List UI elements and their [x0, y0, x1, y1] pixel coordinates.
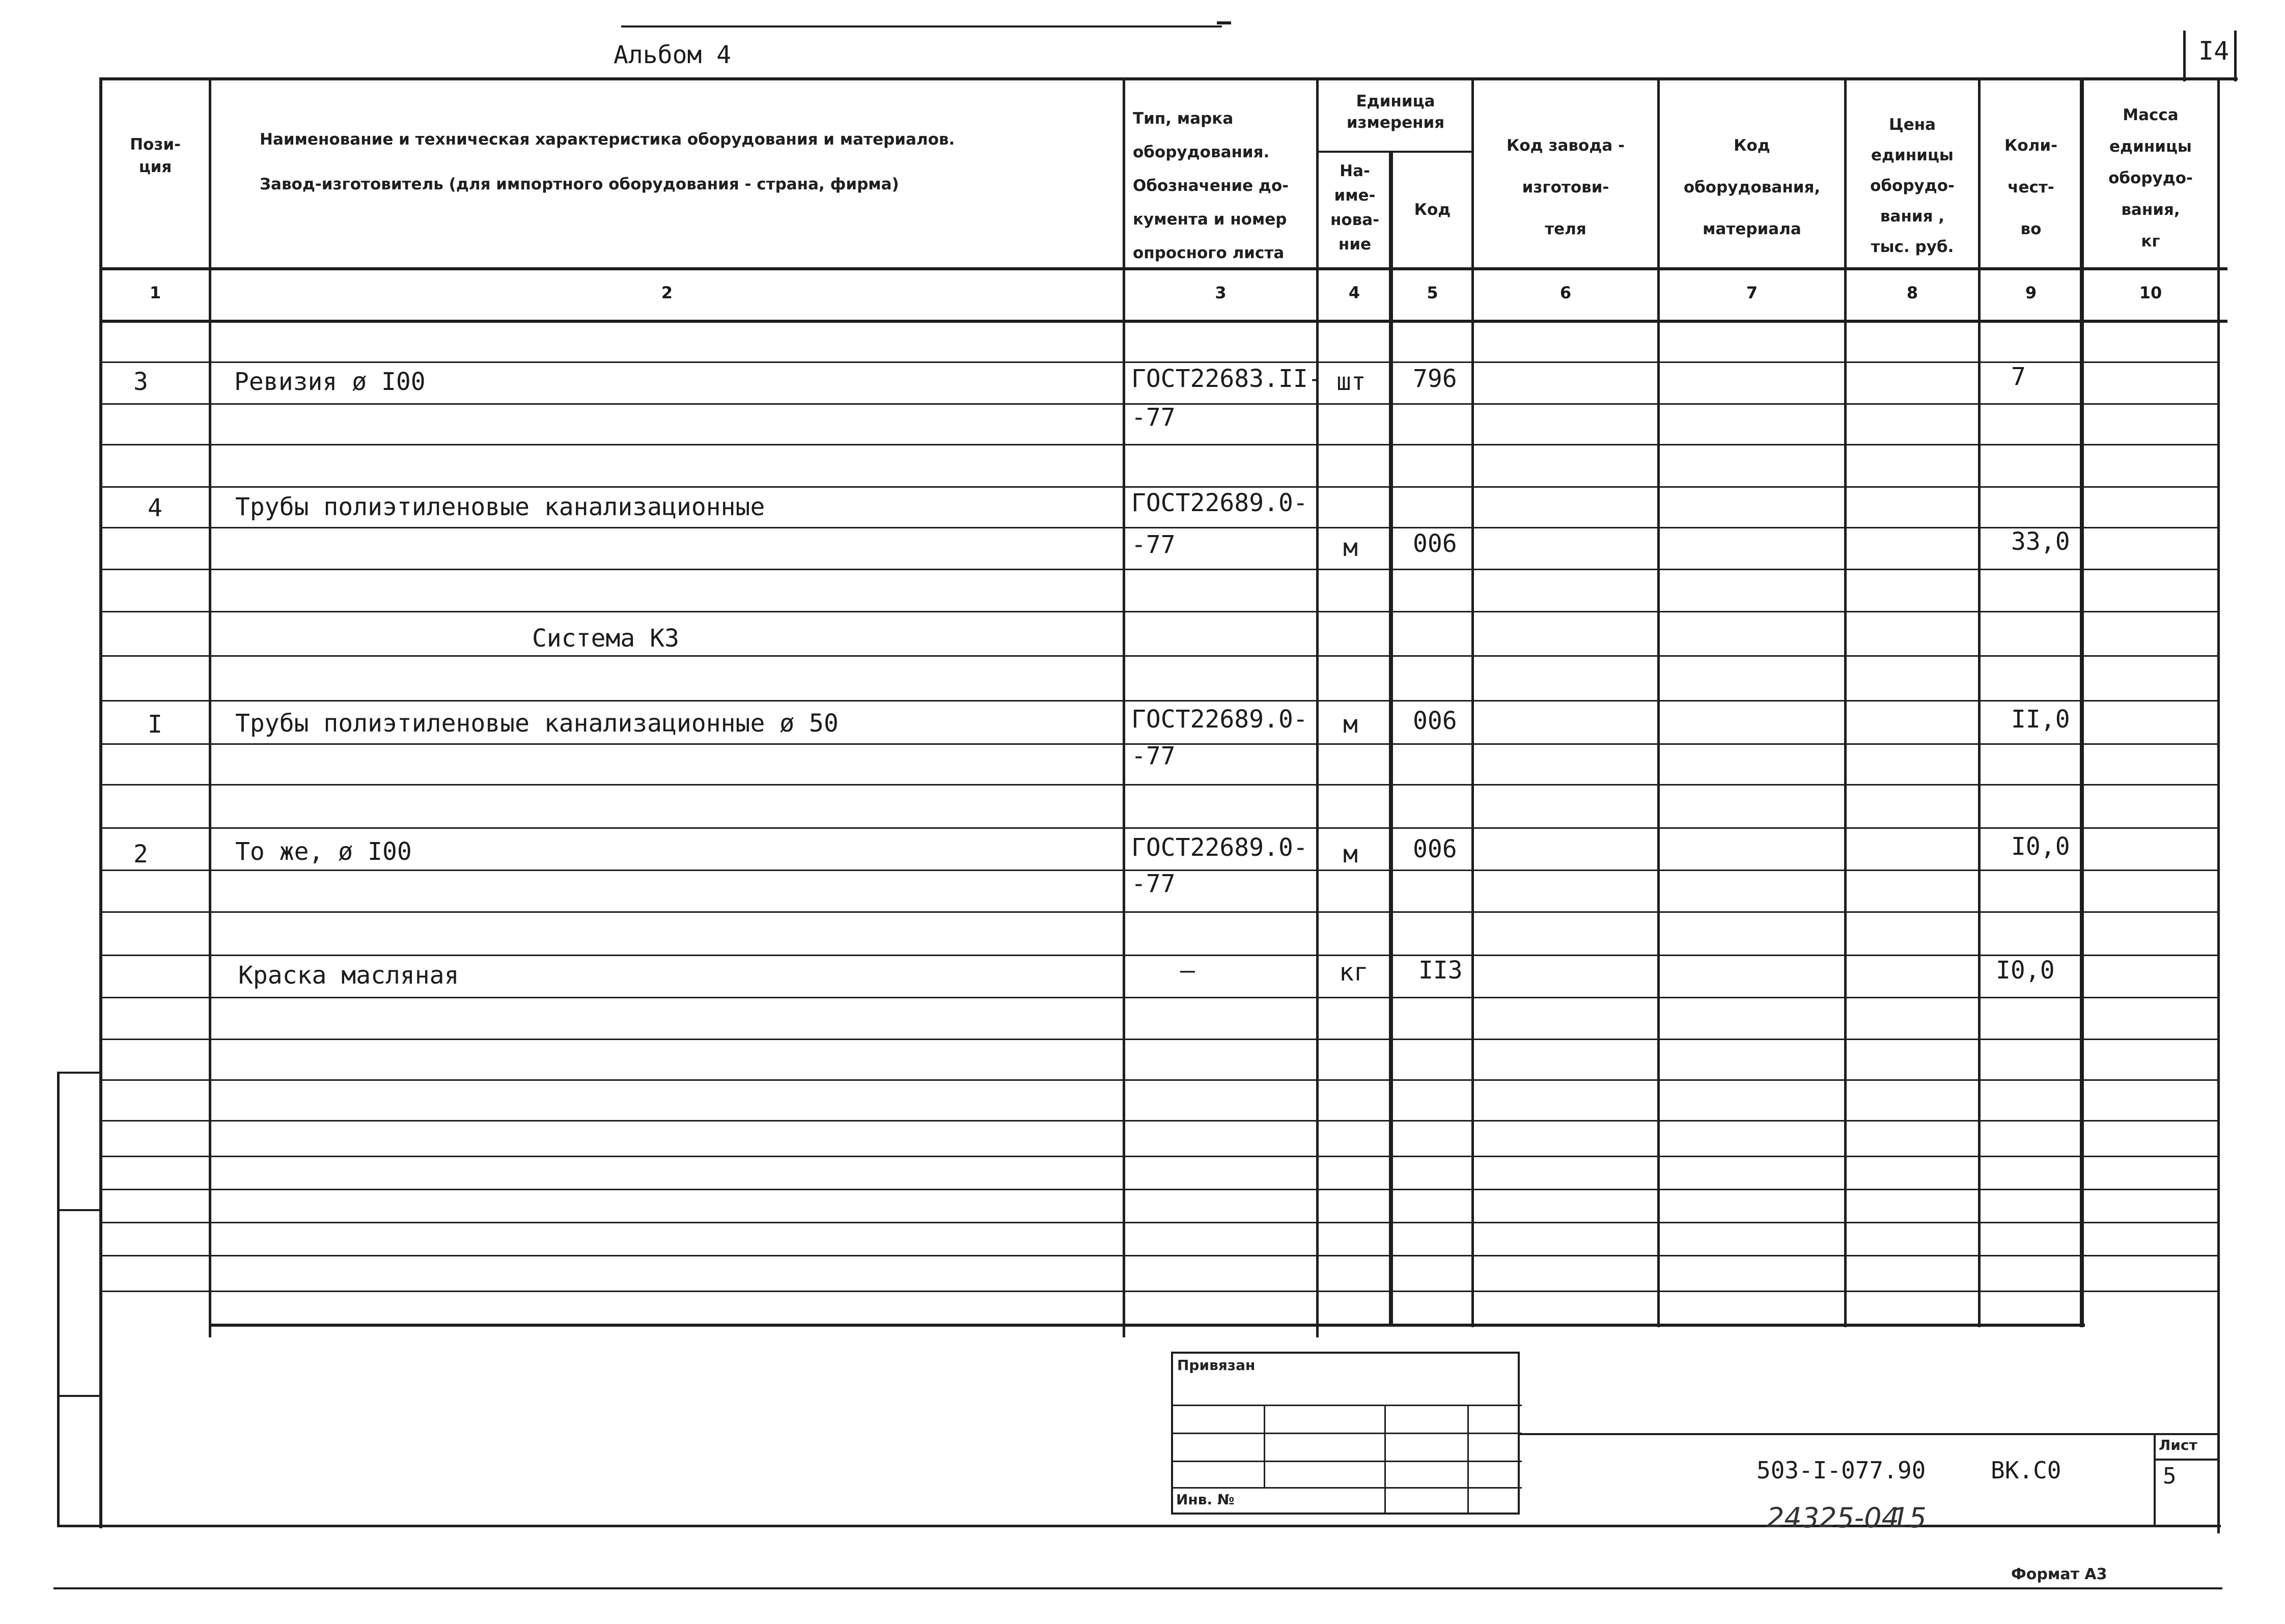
row-unit: кг	[1339, 958, 1369, 987]
header-name: Наименование и техническая характеристика оборудования и материалов. Завод-изготовитель (для импортного оборудования - страна, фирма)	[260, 130, 955, 193]
bottom-rule	[53, 1587, 2222, 1589]
row-document: -77	[1131, 870, 1176, 898]
row-line	[99, 1189, 2217, 1190]
handwritten-suffix: 15	[1891, 1502, 1927, 1534]
row-line	[99, 1222, 2217, 1223]
binding-strip-left	[57, 1072, 60, 1527]
row-quantity: 7	[2011, 362, 2026, 391]
header-price: Цена единицы оборудо- вания , тыс. руб.	[1870, 116, 1955, 256]
col-line-6	[1657, 77, 1660, 1327]
document-code: ВК.С0	[1991, 1457, 2061, 1484]
col-line-2	[1123, 77, 1125, 1337]
row-line	[99, 1156, 2217, 1157]
row-name: Трубы полиэтиленовые канализационные	[235, 493, 765, 521]
title-block-line	[1520, 1433, 2220, 1435]
row-name: То же, ø I00	[235, 837, 412, 866]
header-unit-code: Код	[1414, 201, 1451, 219]
col-line-8	[1978, 77, 1981, 1327]
row-line	[99, 1255, 2217, 1256]
column-number: 3	[1215, 283, 1227, 302]
column-number: 7	[1746, 283, 1758, 302]
row-position: I	[148, 710, 162, 739]
table-bottom	[209, 1324, 2085, 1327]
row-line	[99, 784, 2217, 786]
row-document: -77	[1131, 530, 1176, 559]
row-line	[99, 569, 2217, 570]
row-quantity: I0,0	[1996, 956, 2055, 985]
col-line-9	[2080, 77, 2084, 1327]
row-line	[99, 361, 2217, 363]
list-box-line	[2154, 1459, 2220, 1461]
row-line	[99, 700, 2217, 702]
frame-top	[99, 77, 2238, 80]
section-title: Система К3	[532, 624, 679, 653]
row-line	[99, 1120, 2217, 1122]
row-unit: м	[1343, 710, 1358, 739]
numbers-bottom	[99, 320, 2227, 323]
header-unit-name: На- име- нова- ние	[1330, 162, 1380, 254]
header-factory-code: Код завода - изготови- теля	[1507, 136, 1625, 238]
row-line	[99, 1039, 2217, 1040]
row-line	[99, 955, 2217, 956]
row-unit: м	[1343, 840, 1358, 869]
row-unit: шт	[1336, 368, 1366, 396]
row-line	[99, 486, 2217, 488]
row-position: 3	[133, 368, 148, 396]
col-line-5	[1471, 77, 1474, 1327]
document-designation: 503-I-077.90	[1757, 1457, 1926, 1484]
inv-label: Инв. №	[1176, 1491, 1235, 1508]
sheet-box-right	[2234, 31, 2237, 81]
column-number: 2	[661, 283, 673, 302]
list-number: 5	[2163, 1463, 2177, 1489]
row-line	[99, 527, 2217, 528]
header-quantity: Коли- чест- во	[2004, 136, 2057, 238]
frame-right	[2217, 77, 2220, 1533]
row-line	[99, 911, 2217, 913]
column-number: 4	[1348, 283, 1360, 302]
row-position: 2	[133, 840, 148, 869]
column-number: 5	[1427, 283, 1438, 302]
header-type: Тип, марка оборудования. Обозначение до- кумента и номер опросного листа	[1133, 109, 1289, 262]
header-position: Пози- ция	[130, 135, 181, 176]
row-document: -77	[1131, 742, 1176, 770]
row-document: ГОСТ22689.0-	[1131, 489, 1308, 517]
row-line	[99, 827, 2217, 829]
row-quantity: I0,0	[2011, 832, 2070, 861]
header-unit: Единица измерения	[1346, 92, 1445, 132]
column-number: 6	[1559, 283, 1572, 302]
row-quantity: 33,0	[2011, 527, 2070, 556]
row-document: -77	[1131, 403, 1176, 432]
column-number: 1	[149, 283, 161, 302]
row-position: 4	[148, 494, 162, 522]
row-line	[99, 1079, 2217, 1081]
binding-strip-line	[57, 1209, 101, 1211]
row-unit-code: 796	[1413, 365, 1457, 393]
sheet-number: I4	[2198, 36, 2230, 66]
header-mass: Масса единицы оборудо- вания, кг	[2108, 106, 2193, 250]
row-unit-code: II3	[1418, 956, 1463, 985]
row-line	[99, 655, 2217, 657]
unit-divider	[1319, 151, 1472, 153]
row-line	[99, 1291, 2217, 1292]
row-unit-code: 006	[1413, 529, 1457, 558]
row-line	[99, 611, 2217, 612]
row-document: ГОСТ22689.0-	[1131, 705, 1308, 734]
list-box-left	[2154, 1433, 2156, 1525]
format-label: Формат А3	[2011, 1565, 2107, 1583]
list-label: Лист	[2159, 1437, 2197, 1453]
handwritten-number: 24325-04	[1767, 1502, 1899, 1534]
top-mark	[1217, 21, 1231, 24]
binding-stamp: Привязан Инв. №	[1171, 1352, 1520, 1515]
row-quantity: II,0	[2011, 705, 2070, 734]
row-document: –	[1180, 956, 1195, 985]
row-document: ГОСТ22683.II-	[1131, 365, 1323, 393]
row-name: Ревизия ø I00	[234, 368, 426, 396]
column-number: 9	[2025, 283, 2037, 302]
binding-strip-line	[57, 1072, 101, 1074]
column-number: 8	[1906, 283, 1918, 302]
album-label: Альбом 4	[614, 41, 732, 69]
row-unit: м	[1343, 534, 1358, 562]
col-line-3	[1316, 77, 1319, 1337]
row-unit-code: 006	[1413, 835, 1457, 863]
col-line-1	[209, 77, 211, 1337]
column-number: 10	[2139, 283, 2162, 302]
row-name: Трубы полиэтиленовые канализационные ø 50	[235, 709, 839, 738]
row-name: Краска масляная	[238, 961, 459, 990]
row-line	[99, 444, 2217, 445]
col-line-4	[1389, 151, 1393, 1327]
row-line	[99, 997, 2217, 998]
top-rule	[621, 25, 1222, 27]
sheet-box-left	[2183, 31, 2186, 81]
row-unit-code: 006	[1413, 707, 1457, 735]
binding-strip-line	[57, 1395, 101, 1397]
row-document: ГОСТ22689.0-	[1131, 833, 1308, 862]
header-equipment-code: Код оборудования, материала	[1683, 136, 1821, 238]
col-line-7	[1844, 77, 1847, 1327]
